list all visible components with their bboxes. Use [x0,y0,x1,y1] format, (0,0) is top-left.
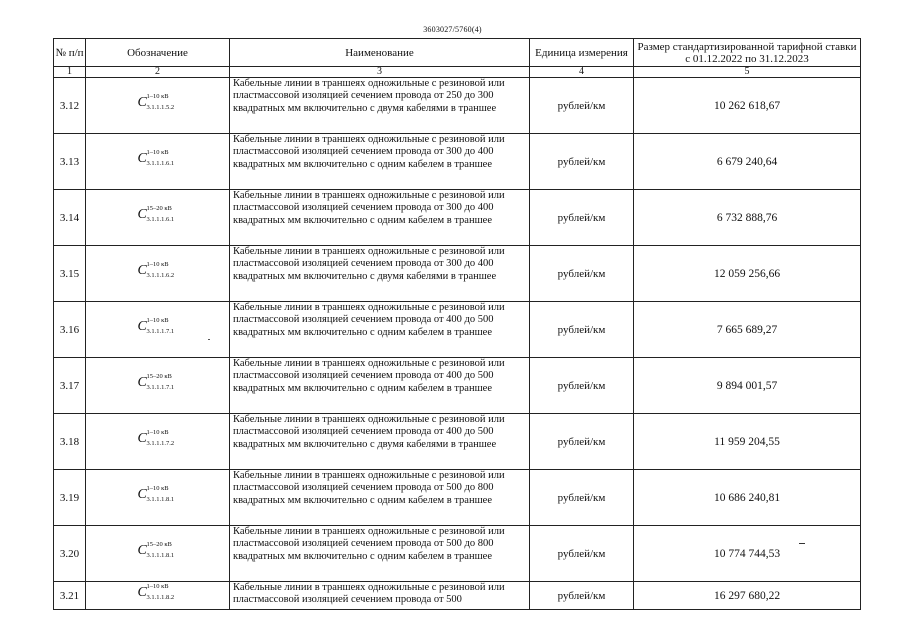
tariff-code-formula [128,582,188,604]
row-number: 3.14 [54,190,86,246]
row-rate: 9 894 001,57 [634,358,861,414]
tariff-code-formula [128,92,188,114]
row-rate: 10 262 618,67 [634,78,861,134]
tariff-code [86,190,230,246]
row-unit: рублей/км [530,134,634,190]
tariff-code-formula [128,428,188,450]
table-row [54,414,861,470]
row-description: Кабельные линии в траншеях одножильные с резиновой или пластмассовой изоляцией сечением провода от 300 до 400 квадратных мм включительно с одним кабелем в траншее [230,134,530,190]
tariff-code-voltage: 1–10 кВ [146,261,169,268]
header-unit: Единица измерения [530,39,634,67]
tariff-code-symbol: C [137,543,147,558]
row-number: 3.17 [54,358,86,414]
tariff-code-index: 3.1.1.1.7.2 [146,440,175,447]
tariff-code-formula [128,484,188,506]
row-rate: 12 059 256,66 [634,246,861,302]
tariff-code-formula [128,540,188,562]
row-unit: рублей/км [530,582,634,610]
column-number: 1 [54,67,86,78]
tariff-code [86,414,230,470]
row-number: 3.19 [54,470,86,526]
tariff-code-index: 3.1.1.1.5.2 [146,104,175,111]
tariff-code-symbol: C [137,431,147,446]
tariff-code [86,526,230,582]
tariff-code-formula [128,260,188,282]
row-number: 3.16 [54,302,86,358]
tariff-code-symbol: C [137,375,147,390]
tariff-code-symbol: C [137,319,147,334]
tariff-code [86,302,230,358]
tariff-code-symbol: C [137,585,147,600]
row-unit: рублей/км [530,526,634,582]
tariff-code-voltage: 1–10 кВ [146,429,169,436]
row-number: 3.13 [54,134,86,190]
column-number: 2 [86,67,230,78]
tariff-code-formula [128,372,188,394]
tariff-code-symbol: C [137,207,147,222]
row-number: 3.12 [54,78,86,134]
tariff-code [86,582,230,610]
tariff-code-voltage: 15–20 кВ [146,373,172,380]
row-description: Кабельные линии в траншеях одножильные с резиновой или пластмассовой изоляцией сечением провода от 300 до 400 квадратных мм включительно с одним кабелем в траншее [230,190,530,246]
column-number: 3 [230,67,530,78]
tariff-code [86,134,230,190]
tariff-table [53,38,861,610]
tariff-code-voltage: 15–20 кВ [146,541,172,548]
tariff-code-index: 3.1.1.1.8.1 [146,552,175,559]
column-numbers-row [54,67,861,78]
table-row [54,470,861,526]
scan-speck [208,339,210,340]
tariff-code-symbol: C [137,487,147,502]
tariff-code-index: 3.1.1.1.8.2 [146,594,175,601]
table-row [54,134,861,190]
row-description: Кабельные линии в траншеях одножильные с резиновой или пластмассовой изоляцией сечением провода от 400 до 500 квадратных мм включительно с одним кабелем в траншее [230,302,530,358]
tariff-code-index: 3.1.1.1.6.2 [146,272,175,279]
column-number: 4 [530,67,634,78]
tariff-code-voltage: 1–10 кВ [146,583,169,590]
table-row [54,582,861,610]
row-description: Кабельные линии в траншеях одножильные с резиновой или пластмассовой изоляцией сечением провода от 500 до 800 квадратных мм включительно с одним кабелем в траншее [230,526,530,582]
scan-dash-mark [799,543,805,544]
tariff-code-symbol: C [137,263,147,278]
row-rate: 10 686 240,81 [634,470,861,526]
tariff-code [86,358,230,414]
row-rate: 7 665 689,27 [634,302,861,358]
tariff-code-index: 3.1.1.1.6.1 [146,160,175,167]
row-rate: 11 959 204,55 [634,414,861,470]
row-description: Кабельные линии в траншеях одножильные с резиновой или пластмассовой изоляцией сечением провода от 500 до 800 квадратных мм включительно с одним кабелем в траншее [230,470,530,526]
tariff-code-index: 3.1.1.1.7.1 [146,384,175,391]
document-number: 3603027/5760(4) [423,25,482,34]
row-number: 3.21 [54,582,86,610]
row-unit: рублей/км [530,414,634,470]
tariff-code-voltage: 1–10 кВ [146,485,169,492]
header-code: Обозначение [86,39,230,67]
tariff-code [86,470,230,526]
header-rate: Размер стандартизированной тарифной ставки с 01.12.2022 по 31.12.2023 [634,39,861,67]
row-description: Кабельные линии в траншеях одножильные с резиновой или пластмассовой изоляцией сечением провода от 400 до 500 квадратных мм включительно с двумя кабелями в траншее [230,414,530,470]
header-no: № п/п [54,39,86,67]
row-rate: 6 679 240,64 [634,134,861,190]
tariff-code-index: 3.1.1.1.6.1 [146,216,175,223]
tariff-code-formula [128,204,188,226]
table-row [54,190,861,246]
row-unit: рублей/км [530,470,634,526]
column-number: 5 [634,67,861,78]
row-number: 3.20 [54,526,86,582]
row-description: Кабельные линии в траншеях одножильные с резиновой или пластмассовой изоляцией сечением провода от 500 [230,582,530,610]
row-unit: рублей/км [530,246,634,302]
row-rate: 16 297 680,22 [634,582,861,610]
table-row [54,302,861,358]
row-number: 3.15 [54,246,86,302]
row-description: Кабельные линии в траншеях одножильные с резиновой или пластмассовой изоляцией сечением провода от 400 до 500 квадратных мм включительно с одним кабелем в траншее [230,358,530,414]
row-rate: 6 732 888,76 [634,190,861,246]
tariff-code-voltage: 1–10 кВ [146,93,169,100]
row-description: Кабельные линии в траншеях одножильные с резиновой или пластмассовой изоляцией сечением провода от 300 до 400 квадратных мм включительно с двумя кабелями в траншее [230,246,530,302]
tariff-code [86,78,230,134]
tariff-code-index: 3.1.1.1.8.1 [146,496,175,503]
row-unit: рублей/км [530,190,634,246]
tariff-code-symbol: C [137,95,147,110]
row-unit: рублей/км [530,302,634,358]
table-row [54,246,861,302]
row-description: Кабельные линии в траншеях одножильные с резиновой или пластмассовой изоляцией сечением провода от 250 до 300 квадратных мм включительно с двумя кабелями в траншее [230,78,530,134]
header-name: Наименование [230,39,530,67]
tariff-code-index: 3.1.1.1.7.1 [146,328,175,335]
row-unit: рублей/км [530,358,634,414]
tariff-code-formula [128,316,188,338]
row-number: 3.18 [54,414,86,470]
tariff-code-voltage: 1–10 кВ [146,149,169,156]
tariff-code-voltage: 15–20 кВ [146,205,172,212]
tariff-code-symbol: C [137,151,147,166]
table-row [54,526,861,582]
row-unit: рублей/км [530,78,634,134]
table-header-row [54,39,861,67]
row-rate: 10 774 744,53 [634,526,861,582]
tariff-code-voltage: 1–10 кВ [146,317,169,324]
tariff-code-formula [128,148,188,170]
tariff-code [86,246,230,302]
table-row [54,358,861,414]
table-row [54,78,861,134]
